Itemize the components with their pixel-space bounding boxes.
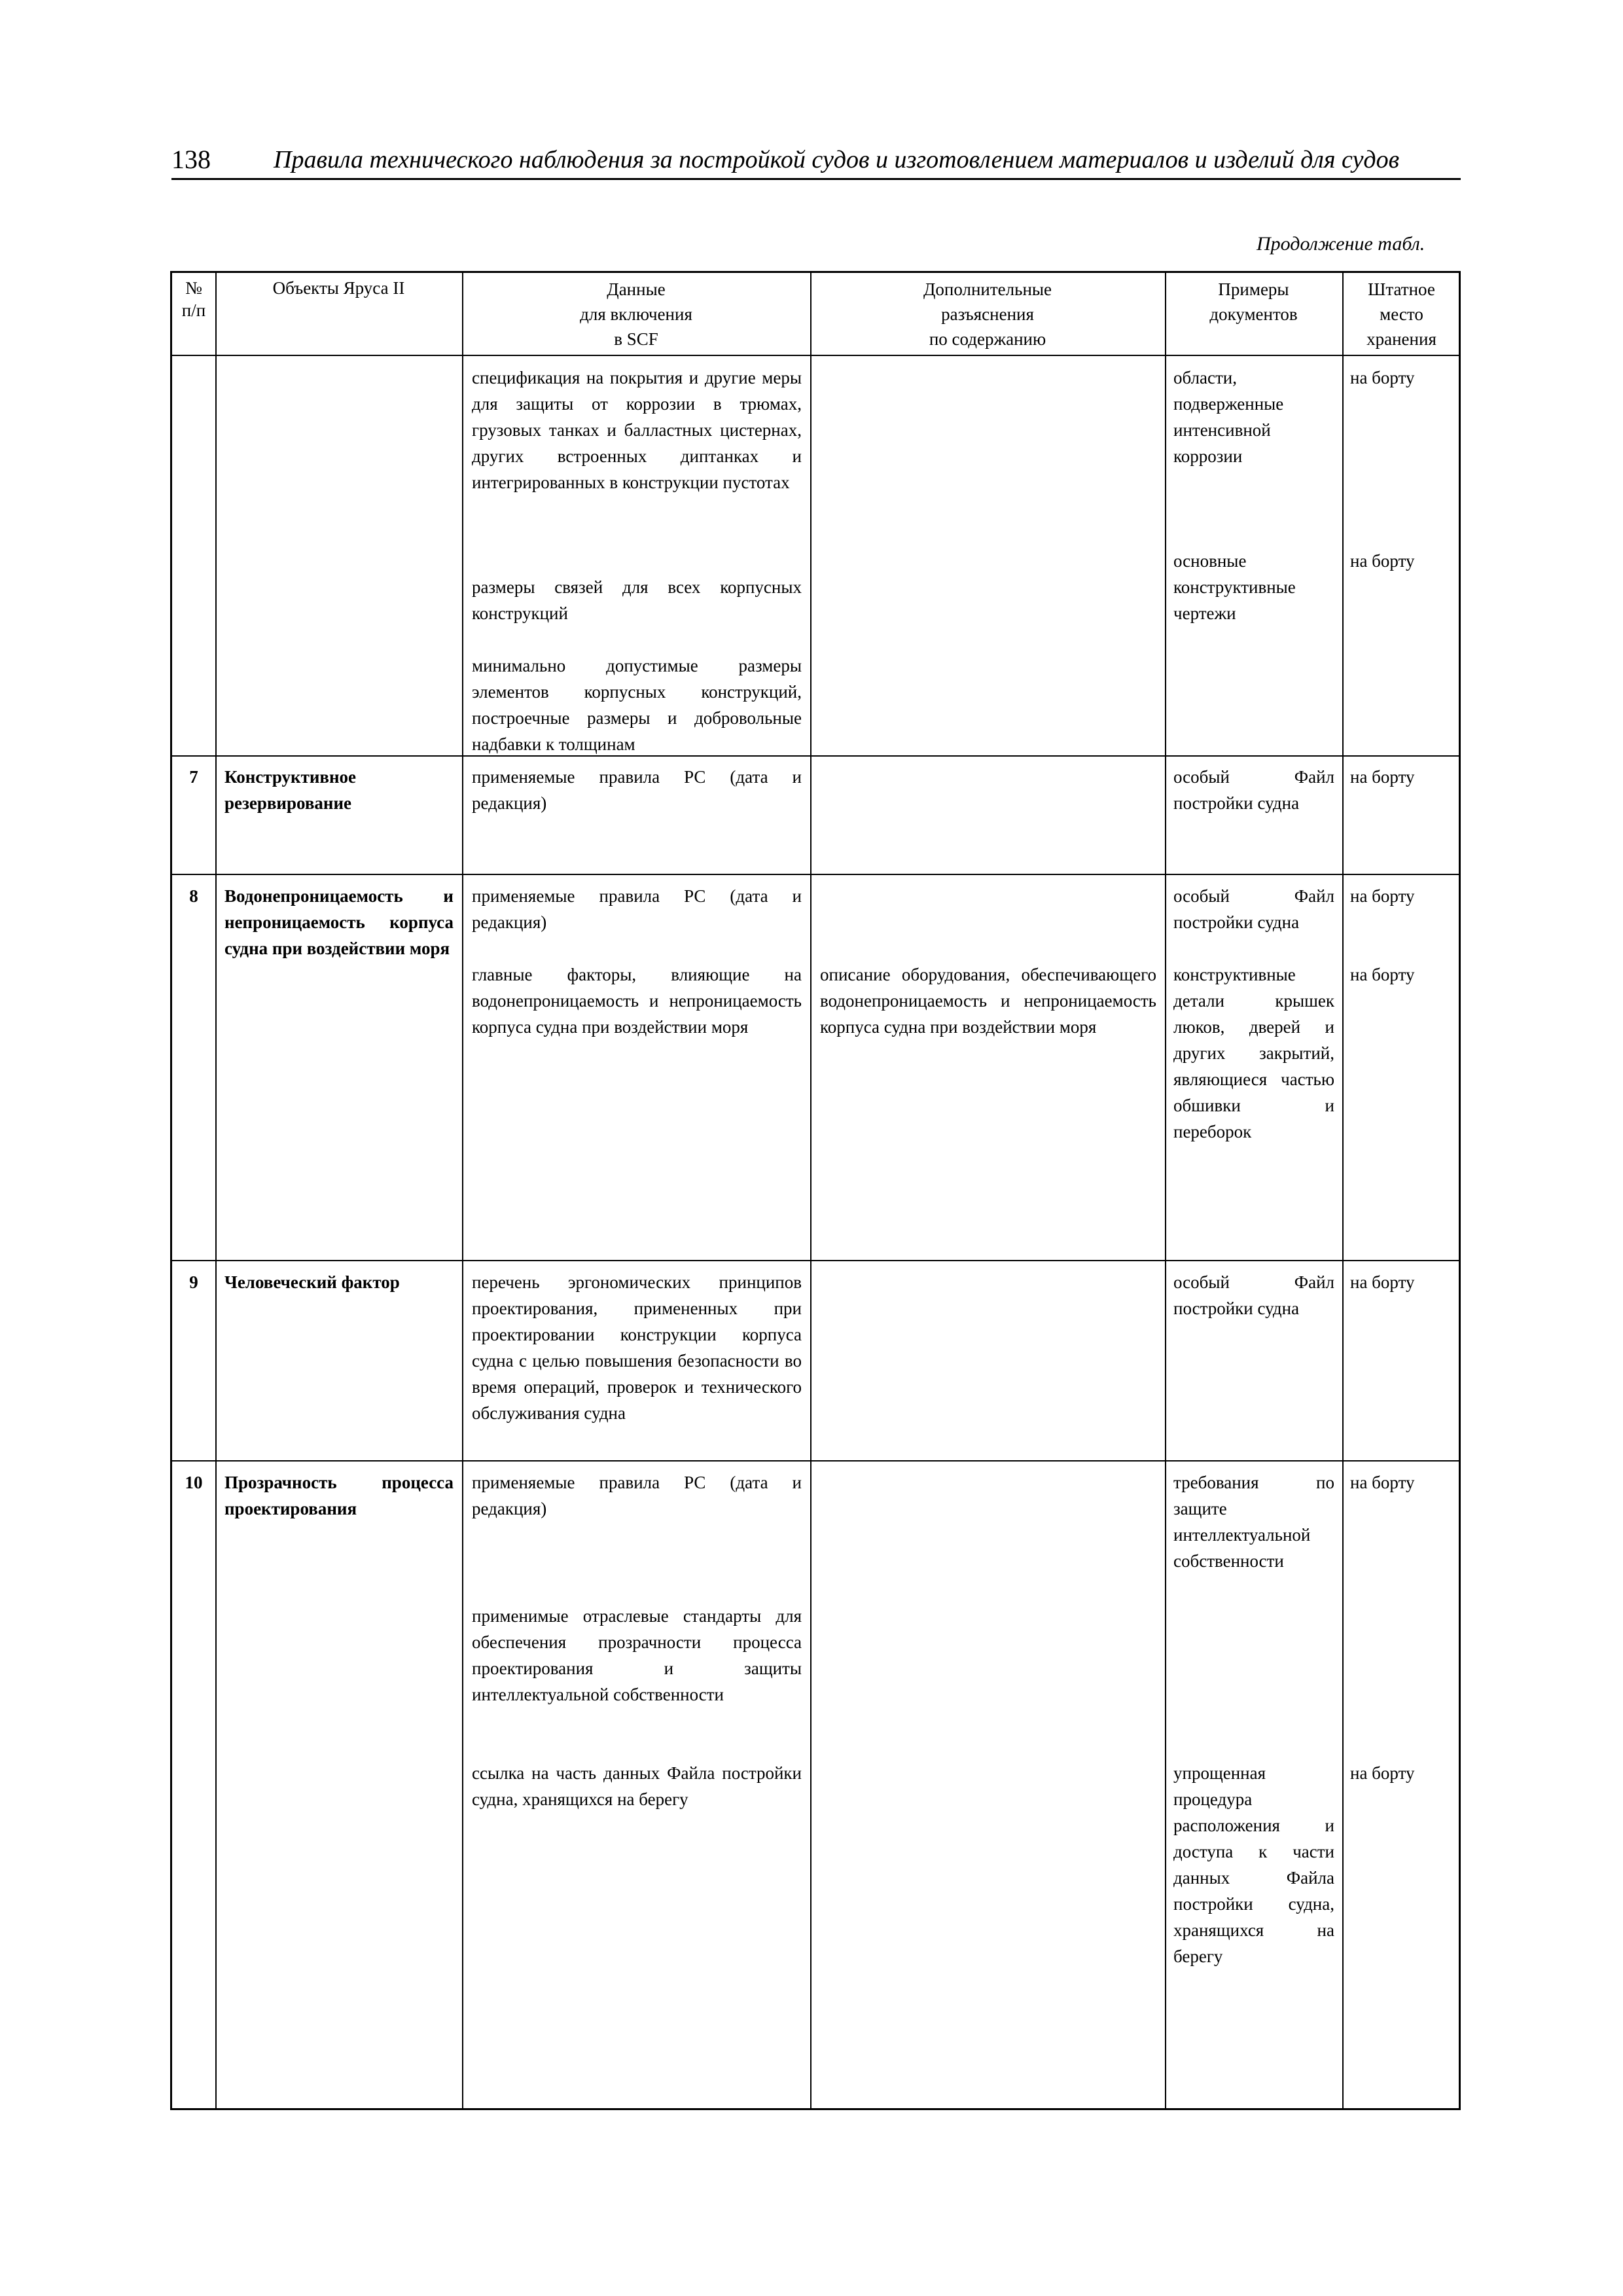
cont-storage-2: на борту xyxy=(1350,551,1415,571)
running-title: Правила технического наблюдения за постройкой судов и изготовлением материалов и изделий для судов xyxy=(274,146,1400,173)
row10-storage-3: на борту xyxy=(1350,1763,1415,1783)
col-divider xyxy=(810,273,812,2108)
row9-object: Человеческий фактор xyxy=(224,1272,400,1292)
row9-data-ergonomics: перечень эргономических принципов проектирования, примененных при проектировании конструкции корпуса судна с целью повышения безопасности во время операций, проверок и технического обслуживания судна xyxy=(472,1272,802,1423)
row-divider xyxy=(172,755,1459,757)
row10-example-procedure: упрощенная процедура расположения и доступа к части данных Файла постройки судна, хранящихся на берегу xyxy=(1173,1763,1334,1966)
row7-example: особый Файл постройки судна xyxy=(1173,767,1334,813)
row-divider xyxy=(172,874,1459,875)
row7-object: Конструктивное резервирование xyxy=(224,767,357,813)
row10-example-ip: требования по защите интеллектуальной собственности xyxy=(1173,1473,1334,1571)
col-divider xyxy=(1165,273,1166,2108)
row10-storage-1: на борту xyxy=(1350,1473,1415,1492)
row7-storage: на борту xyxy=(1350,767,1415,787)
row7-data-rules: применяемые правила РС (дата и редакция) xyxy=(472,767,802,813)
row8-data-rules: применяемые правила РС (дата и редакция) xyxy=(472,886,802,932)
row-divider xyxy=(172,355,1459,356)
row8-storage-2: на борту xyxy=(1350,965,1415,984)
header-data: Данные для включения в SCF xyxy=(580,279,692,349)
header-storage: Штатное место хранения xyxy=(1366,279,1436,349)
row8-object: Водонепроницаемость и непроницаемость корпуса судна при воздействии моря xyxy=(224,886,454,958)
row-divider xyxy=(172,1460,1459,1462)
cont-data-scantlings: размеры связей для всех корпусных конструкций xyxy=(472,577,802,623)
row9-num: 9 xyxy=(189,1272,198,1292)
row8-explanation: описание оборудования, обеспечивающего водонепроницаемость и непроницаемость корпуса судна при воздействии моря xyxy=(820,965,1156,1037)
col-divider xyxy=(462,273,463,2108)
page-number: 138 xyxy=(171,145,211,174)
row9-storage: на борту xyxy=(1350,1272,1415,1292)
cont-storage-1: на борту xyxy=(1350,368,1415,387)
row9-example: особый Файл постройки судна xyxy=(1173,1272,1334,1318)
row8-example-details: конструктивные детали крышек люков, дверей и других закрытий, являющиеся частью обшивки и переборок xyxy=(1173,965,1334,1141)
header-objects: Объекты Яруса II xyxy=(272,278,405,298)
row10-data-rules: применяемые правила РС (дата и редакция) xyxy=(472,1473,802,1518)
row8-storage-1: на борту xyxy=(1350,886,1415,906)
header-examples: Примеры документов xyxy=(1209,279,1298,324)
cont-data-coating: спецификация на покрытия и другие меры для защиты от коррозии в трюмах, грузовых танках и балластных цистернах, других встроенных диптанках и интегрированных в конструкции пустотах xyxy=(472,368,802,492)
row8-example-file: особый Файл постройки судна xyxy=(1173,886,1334,932)
row10-data-shore-reference: ссылка на часть данных Файла постройки судна, хранящихся на берегу xyxy=(472,1763,802,1809)
spec-table xyxy=(170,271,1461,2110)
continuation-label: Продолжение табл. xyxy=(1257,233,1425,255)
header-num: № п/п xyxy=(181,278,206,320)
row-divider xyxy=(172,1260,1459,1261)
header-explanations: Дополнительные разъяснения по содержанию xyxy=(923,279,1052,349)
cont-example-drawings: основные конструктивные чертежи xyxy=(1173,551,1296,623)
row10-num: 10 xyxy=(185,1473,203,1492)
row7-num: 7 xyxy=(189,767,198,787)
cont-example-corrosion: области, подверженные интенсивной коррозии xyxy=(1173,368,1284,466)
row8-num: 8 xyxy=(189,886,198,906)
cont-data-min-scantlings: минимально допустимые размеры элементов корпусных конструкций, построечные размеры и добровольные надбавки к толщинам xyxy=(472,656,802,754)
col-divider xyxy=(1342,273,1344,2108)
row10-object: Прозрачность процесса проектирования xyxy=(224,1473,454,1518)
row8-data-factors: главные факторы, влияющие на водонепроницаемость и непроницаемость корпуса судна при воздействии моря xyxy=(472,965,802,1037)
col-divider xyxy=(215,273,217,2108)
row10-data-standards: применимые отраслевые стандарты для обеспечения прозрачности процесса проектирования и защиты интеллектуальной собственности xyxy=(472,1606,802,1704)
header-rule xyxy=(171,178,1461,180)
